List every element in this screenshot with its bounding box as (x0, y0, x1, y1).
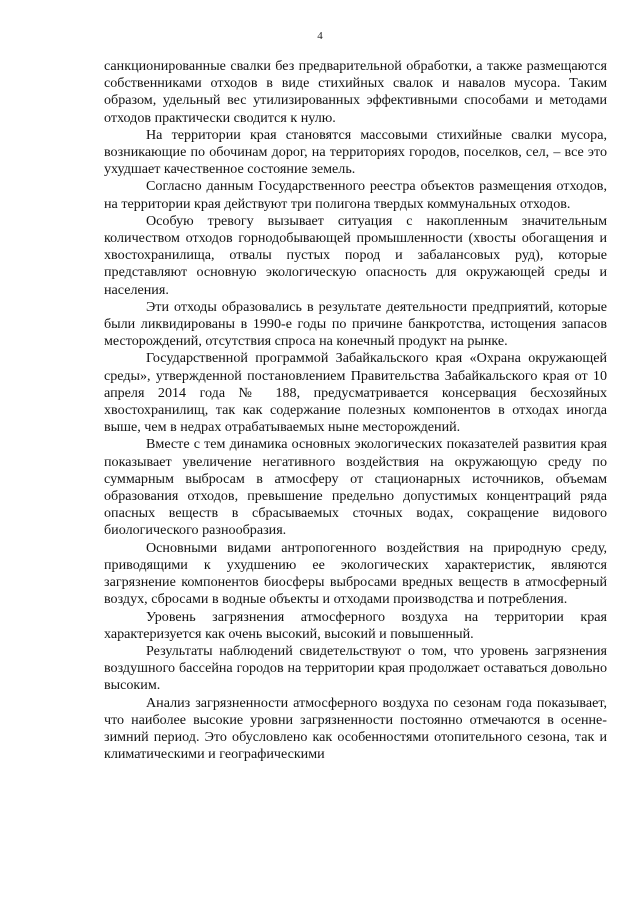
paragraph: Особую тревогу вызывает ситуация с накопленным значительным количеством отходов горнодобывающей промышленности (хвосты обогащения и хвостохранилища, отвалы пустых пород и забалансовых руд), которые представляют основную экологическую опасность для окружающей среды и населения. (104, 212, 607, 298)
paragraph: Уровень загрязнения атмосферного воздуха на территории края характеризуется как очень высокий, высокий и повышенный. (104, 608, 607, 642)
paragraph-continuation: санкционированные свалки без предварительной обработки, а также размещаются собственниками отходов в виде стихийных свалок и навалов мусора. Таким образом, удельный вес утилизированных эффективными способами и методами отходов практически сводится к нулю. (104, 58, 607, 126)
document-body (104, 58, 607, 763)
paragraph: Согласно данным Государственного реестра объектов размещения отходов, на территории края действуют три полигона твердых коммунальных отходов. (104, 178, 607, 212)
paragraph: Государственной программой Забайкальского края «Охрана окружающей среды», утвержденной постановлением Правительства Забайкальского края от 10 апреля 2014 года № 188, предусматривается консервация бесхозяйных хвостохранилищ, так как содержание полезных компонентов в отходах иногда выше, чем в недрах отрабатываемых ныне месторождений. (104, 350, 607, 436)
paragraph: Основными видами антропогенного воздействия на природную среду, приводящими к ухудшению ее экологических характеристик, являются загрязнение компонентов биосферы выбросами вредных веществ в атмосферный воздух, сбросами в водные объекты и отходами производства и потребления. (104, 539, 607, 608)
paragraph: Анализ загрязненности атмосферного воздуха по сезонам года показывает, что наиболее высокие уровни загрязненности постоянно отмечаются в осенне-зимний период. Это обусловлено как особенностями отопительного сезона, так и климатическими и географическими (104, 694, 607, 763)
paragraph: Результаты наблюдений свидетельствуют о том, что уровень загрязнения воздушного бассейна городов на территории края продолжает оставаться довольно высоким. (104, 642, 607, 694)
paragraph: На территории края становятся массовыми стихийные свалки мусора, возникающие по обочинам дорог, на территориях городов, поселков, сел, – все это ухудшает качественное состояние земель. (104, 126, 607, 178)
paragraph: Вместе с тем динамика основных экологических показателей развития края показывает увеличение негативного воздействия на окружающую среду по суммарным выбросам в атмосферу от стационарных источников, объемам образования отходов, превышение предельно допустимых концентраций ряда опасных веществ в сбрасываемых сточных водах, сокращение видового биологического разнообразия. (104, 436, 607, 539)
page-number: 4 (317, 30, 323, 42)
paragraph: Эти отходы образовались в результате деятельности предприятий, которые были ликвидированы в 1990-е годы по причине банкротства, истощения запасов месторождений, отсутствия спроса на конечный продукт на рынке. (104, 298, 607, 350)
